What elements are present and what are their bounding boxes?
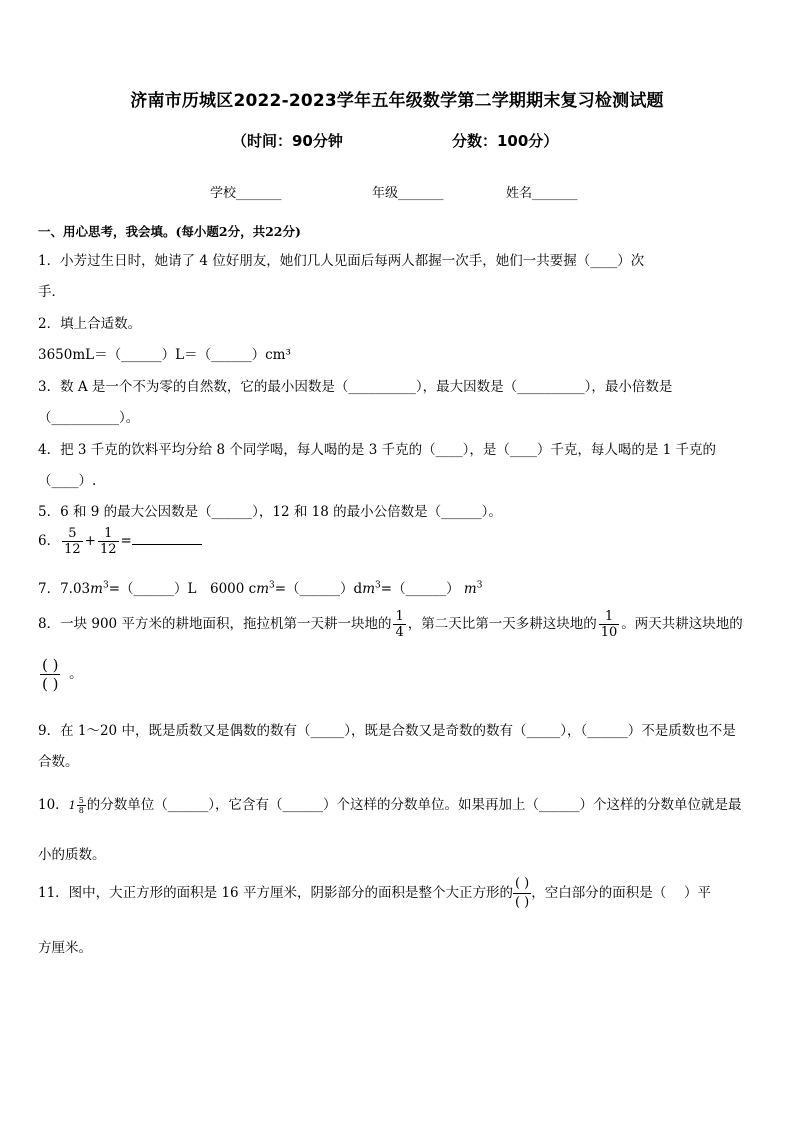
page-title: 济南市历城区2022-2023学年五年级数学第二学期期末复习检测试题 [130,91,664,111]
answer-fraction-blank [513,875,531,912]
period: 。 [69,666,83,682]
name-field: 姓名_______ [506,186,578,201]
exam-score: 分数：100分） [452,132,559,150]
cube-exponent: 3 [476,580,483,591]
fraction-numerator-blank: ( ) [42,656,59,674]
fraction-denominator: 8 [78,806,84,815]
question-10-line1 [38,793,742,815]
unit-m: m [256,581,270,597]
question-1-line2: 手． [38,284,65,300]
equals-sign: = [120,533,132,549]
fraction-numerator: 1 [98,526,119,542]
question-8-part-c: 。两天共耕这块地的 [621,616,743,632]
question-4-line2: （____）. [38,473,97,489]
question-6-number: 6． [38,533,61,549]
question-7 [38,577,482,597]
cube-exponent: 3 [269,580,275,591]
fraction-numerator-blank: ( ) [513,875,531,894]
question-11-part-a: 11．图中，大正方形的面积是 16 平方厘米，阴影部分的面积是整个大正方形的 [38,885,513,901]
unit-m: m [362,581,376,597]
fraction-1-4 [393,609,405,640]
question-1-line1: 1．小芳过生日时，她请了 4 位好朋友，她们几人见面后每两人都握一次手，她们一共要握（____）次 [38,253,645,269]
fraction-numerator: 1 [395,609,404,624]
question-6 [38,526,202,557]
question-8-line2 [40,656,83,693]
mixed-number-whole: 1 [68,799,76,812]
question-2-line1: 2．填上合适数。 [38,316,142,332]
question-7-part-c: =（______）d [274,581,363,597]
fraction-denominator-blank: ( ) [42,675,59,693]
question-9-line1: 9．在 1～20 中，既是质数又是偶数的数有（_____），既是合数又是奇数的数有（_____），（______）不是质数也不是 [38,723,736,739]
school-field: 学校_______ [210,186,282,201]
question-10-text: 的分数单位（______），它含有（______）个这样的分数单位。如果再加上（______）个这样的分数单位就是最 [86,797,742,813]
question-8-line1 [38,609,743,640]
question-3-line2: （__________）。 [38,410,140,426]
question-7-part-d: =（______） [380,581,460,597]
question-9-line2: 合数。 [38,754,79,770]
mixed-number-fraction [77,796,86,815]
fraction-numerator: 1 [599,609,620,625]
question-7-part-a: 7．7.03 [38,581,91,597]
answer-fraction-blank [40,656,60,693]
question-2-line2: 3650mL＝（______）L＝（______）cm³ [38,347,291,363]
question-4-line1: 4．把 3 千克的饮料平均分给 8 个同学喝，每人喝的是 3 千克的（____），是（____）千克，每人喝的是 1 千克的 [38,442,717,458]
fraction-numerator: 5 [62,526,83,542]
cube-exponent: 3 [375,580,381,591]
fraction-denominator: 12 [99,542,117,557]
unit-m: m [90,581,103,597]
plus-sign: + [84,533,96,549]
question-7-part-b: =（______）L 6000 c [108,581,257,597]
fraction-denominator: 10 [600,625,618,640]
cube-exponent: 3 [102,580,109,591]
question-8-part-a: 8．一块 900 平方米的耕地面积，拖拉机第一天耕一块地的 [38,616,392,632]
exam-time: （时间：90分钟 [232,132,343,150]
fraction-1-10 [599,609,620,640]
question-10-number: 10． [38,797,69,813]
grade-field: 年级_______ [372,186,444,201]
question-5: 5．6 和 9 的最大公因数是（______），12 和 18 的最小公倍数是（______）。 [38,504,502,520]
question-3-line1: 3．数 A 是一个不为零的自然数，它的最小因数是（__________），最大因数是（__________），最小倍数是 [38,379,673,395]
question-11-line2: 方厘米。 [38,940,92,956]
question-11-part-b: ，空白部分的面积是（ ）平 [531,885,712,901]
fraction-denominator: 4 [395,625,404,640]
question-8-part-b: ，第二天比第一天多耕这块地的 [407,616,597,632]
unit-m: m [463,581,477,597]
question-11-line1 [38,875,711,912]
answer-blank [132,532,202,545]
fraction-5-12 [62,526,83,557]
question-10-line2: 小的质数。 [38,847,106,863]
fraction-1-12 [98,526,119,557]
section-heading: 一、用心思考，我会填。(每小题2分，共22分) [38,224,301,239]
fraction-denominator: 12 [64,542,81,557]
fraction-numerator: 5 [78,796,84,805]
fraction-denominator-blank: ( ) [514,895,530,910]
